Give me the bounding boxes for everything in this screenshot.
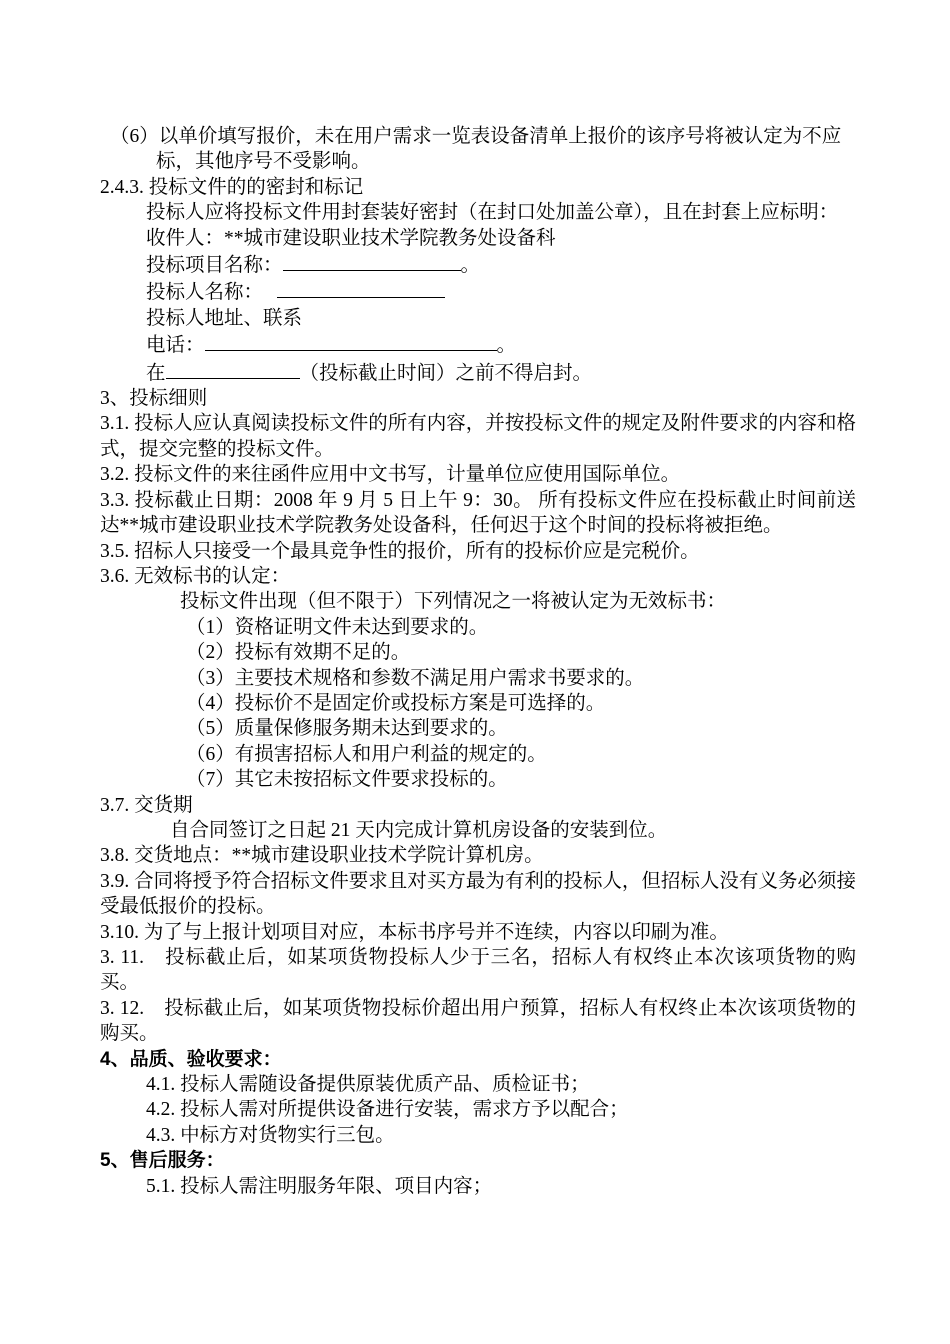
clause-3-7: 3.7. 交货期	[100, 794, 193, 816]
phone-end: 。	[496, 335, 517, 357]
invalid-bid-intro: 投标文件出现（但不限于）下列情况之一将被认定为无效标书：	[180, 591, 727, 613]
paragraph-item-6: （6）以单价填写报价，未在用户需求一览表设备清单上报价的该序号将被认定为不应标，其他序号不受影响。	[110, 126, 842, 173]
recipient-line: 收件人：**城市建设职业技术学院教务处设备科	[146, 227, 556, 249]
project-name-label: 投标项目名称：	[146, 255, 283, 277]
clause-3-3: 3.3. 投标截止日期：2008 年 9 月 5 日上午 9：30。 所有投标文件应在投标截止时间前送达**城市建设职业技术学院教务处设备科，任何迟于这个时间的投标将被拒绝。	[100, 489, 856, 537]
invalid-bid-item-7: （7）其它未按招标文件要求投标的。	[186, 769, 508, 791]
invalid-bid-item-2: （2）投标有效期不足的。	[186, 642, 411, 664]
invalid-bid-item-1: （1）资格证明文件未达到要求的。	[186, 616, 489, 638]
heading-2-4-3: 2.4.3. 投标文件的的密封和标记	[100, 176, 364, 198]
clause-3-1: 3.1. 投标人应认真阅读投标文件的所有内容，并按投标文件的规定及附件要求的内容和格式，提交完整的投标文件。	[100, 413, 856, 460]
invalid-bid-item-6: （6）有损害招标人和用户利益的规定的。	[186, 743, 547, 765]
deadline-blank	[166, 359, 300, 379]
bidder-name-label: 投标人名称：	[146, 282, 264, 304]
project-name-end: 。	[460, 255, 481, 277]
deadline-suffix: （投标截止时间）之前不得启封。	[299, 362, 593, 384]
phone-label: 电话：	[146, 335, 205, 357]
clause-3-11: 3. 11. 投标截止后，如某项货物投标人少于三名，招标人有权终止本次该项货物的购买。	[100, 947, 856, 994]
project-name-blank	[283, 251, 461, 271]
phone-line	[100, 331, 856, 358]
clause-3-5: 3.5. 招标人只接受一个最具竞争性的报价，所有的投标价应是完税价。	[100, 540, 700, 562]
section-4-heading: 4、品质、验收要求：	[100, 1048, 282, 1070]
clause-4-2: 4.2. 投标人需对所提供设备进行安装，需求方予以配合；	[146, 1099, 629, 1121]
deadline-prefix: 在	[146, 362, 166, 384]
clause-3-9: 3.9. 合同将授予符合招标文件要求且对买方最为有利的投标人，但招标人没有义务必须接受最低报价的投标。	[100, 870, 856, 918]
clause-4-3: 4.3. 中标方对货物实行三包。	[146, 1124, 395, 1146]
invalid-bid-item-4: （4）投标价不是固定价或投标方案是可选择的。	[186, 692, 606, 714]
project-name-line	[100, 251, 856, 278]
paragraph-sealing: 投标人应将投标文件用封套装好密封（在封口处加盖公章），且在封套上应标明：	[146, 202, 839, 224]
bidder-name-blank	[277, 278, 445, 298]
bidder-name-line	[100, 278, 856, 305]
clause-3-8: 3.8. 交货地点：**城市建设职业技术学院计算机房。	[100, 845, 544, 867]
delivery-period: 自合同签订之日起 21 天内完成计算机房设备的安装到位。	[170, 819, 668, 841]
clause-3-6: 3.6. 无效标书的认定：	[100, 565, 291, 587]
section-3-heading: 3、投标细则	[100, 388, 208, 410]
invalid-bid-item-3: （3）主要技术规格和参数不满足用户需求书要求的。	[186, 667, 645, 689]
clause-5-1: 5.1. 投标人需注明服务年限、项目内容；	[146, 1175, 493, 1197]
section-5-heading: 5、售后服务：	[100, 1150, 225, 1172]
clause-3-2: 3.2. 投标文件的来往函件应用中文书写，计量单位应使用国际单位。	[100, 464, 681, 486]
clause-4-1: 4.1. 投标人需随设备提供原装优质产品、质检证书；	[146, 1074, 590, 1096]
clause-3-12: 3. 12. 投标截止后，如某项货物投标价超出用户预算，招标人有权终止本次该项货物的购买。	[100, 997, 856, 1045]
bidder-address-line: 投标人地址、联系	[146, 307, 303, 329]
deadline-line	[100, 359, 856, 386]
document-page	[100, 124, 856, 1199]
invalid-bid-item-5: （5）质量保修服务期未达到要求的。	[186, 718, 508, 740]
clause-3-10: 3.10. 为了与上报计划项目对应，本标书序号并不连续，内容以印刷为准。	[100, 921, 729, 943]
phone-blank	[205, 331, 497, 351]
